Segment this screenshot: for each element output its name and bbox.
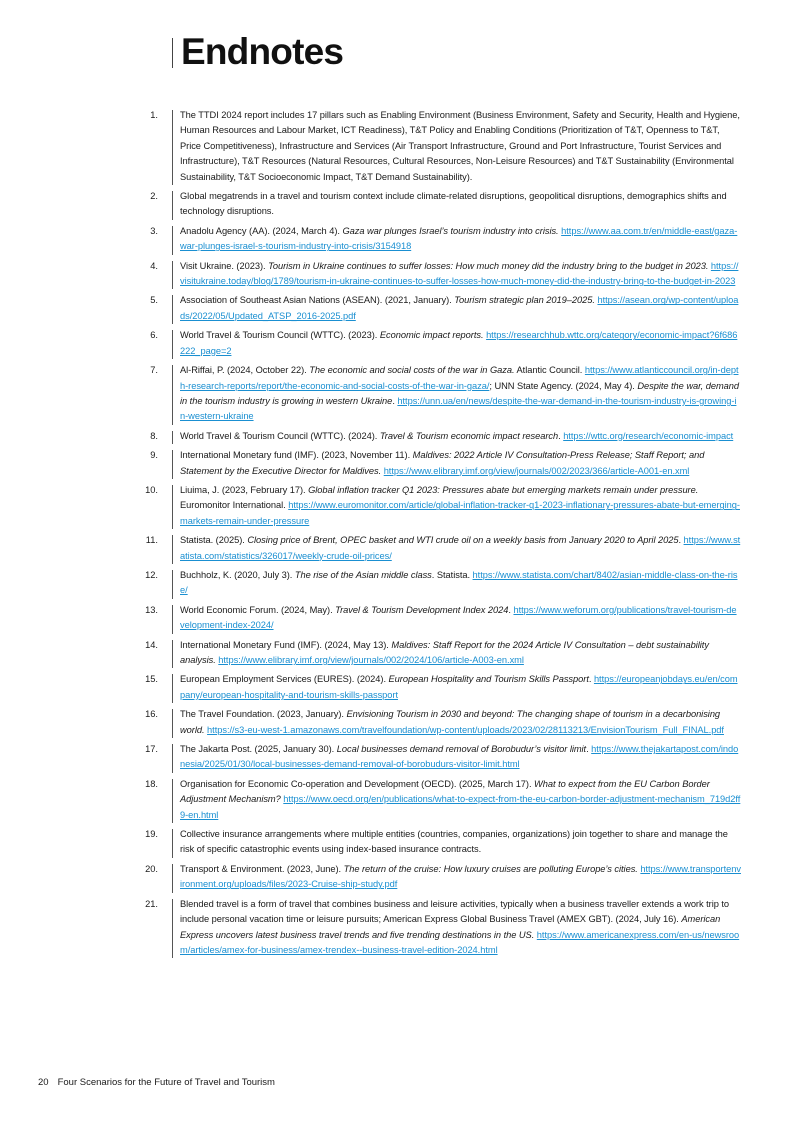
endnote-rule (172, 535, 173, 564)
endnote-citation-text: International Monetary fund (IMF). (2023, November 11). (180, 450, 413, 461)
endnote-link[interactable]: https://www.euromonitor.com/article/global-inflation-tracker-q1-2023-inflationary-pressures-abate-but-emerging-markets-remain-under-pressure (180, 500, 740, 526)
endnote-link[interactable]: https://www.americanexpress.com/en-us/newsroom/articles/amex-for-business/amex-trendex--business-travel-edition-2024.html (180, 929, 740, 955)
endnote-citation-text: Atlantic Council. (514, 365, 585, 376)
endnote-title: European Hospitality and Tourism Skills Passport (388, 674, 589, 685)
endnote-citation-text: Euromonitor International. (180, 500, 289, 511)
endnote-text (180, 862, 741, 893)
endnote-item (0, 672, 793, 703)
endnote-citation-text: World Economic Forum. (2024, May). (180, 604, 336, 615)
endnote-title: American Express uncovers latest business travel trends and five trending destinations in the US. (180, 914, 721, 940)
endnote-text (180, 707, 741, 738)
endnote-citation-text: . (586, 744, 592, 755)
endnote-rule (172, 744, 173, 773)
endnote-text (180, 672, 741, 703)
endnote-item (0, 259, 793, 290)
endnote-title: The rise of the Asian middle class (294, 569, 432, 580)
endnote-rule (172, 431, 173, 444)
endnote-link[interactable]: https://europeanjobdays.eu/en/company/european-hospitality-and-tourism-skills-passport (180, 674, 738, 700)
endnote-citation-text: . (392, 395, 398, 406)
endnote-citation-text: Transport & Environment. (2023, June). (180, 863, 344, 874)
endnote-number: 11. (145, 535, 158, 546)
endnote-title: Maldives: Staff Report for the 2024 Article IV Consultation – debt sustainability analysis. (180, 639, 709, 665)
endnote-rule (172, 450, 173, 479)
endnote-citation-text: Collective insurance arrangements where multiple entities (countries, companies, organizations) join together to share and manage the risk of specific catastrophic events using index-based insurance contracts. (180, 829, 728, 855)
endnote-item (0, 429, 793, 444)
endnote-rule (172, 191, 173, 220)
endnote-link[interactable]: https://www.aa.com.tr/en/middle-east/gaza-war-plunges-israel-s-tourism-industry-into-crisis/3154918 (180, 225, 738, 252)
endnote-item (0, 568, 793, 599)
endnote-number: 13. (145, 604, 158, 615)
endnote-item (0, 328, 793, 359)
endnote-rule (172, 365, 173, 425)
endnote-title: Travel & Tourism economic impact research (379, 430, 559, 441)
endnote-link[interactable]: https://www.statista.com/chart/8402/asian-middle-class-on-the-rise/ (180, 569, 738, 596)
endnote-number: 6. (150, 330, 158, 341)
endnote-item (0, 862, 793, 893)
endnote-citation-text: The Jakarta Post. (2025, January 30). (180, 744, 337, 755)
endnote-number: 16. (145, 709, 158, 720)
endnote-title: Global inflation tracker Q1 2023: Pressures abate but emerging markets remain under pressure. (308, 484, 699, 495)
endnote-citation-text: Buchholz, K. (2020, July 3). (180, 569, 295, 580)
endnote-citation-text: . Statista. (431, 569, 473, 580)
endnote-number: 15. (145, 674, 158, 685)
document-title: Four Scenarios for the Future of Travel and Tourism (57, 1077, 275, 1088)
endnote-citation-text: Statista. (2025). (180, 535, 248, 546)
endnote-item (0, 189, 793, 220)
endnote-link[interactable]: https://www.atlanticcouncil.org/in-depth-research-reports/report/the-economic-and-social-costs-of-the-war-in-gaza/ (180, 365, 739, 391)
endnote-number: 12. (145, 569, 158, 580)
endnote-rule (172, 640, 173, 669)
endnote-link[interactable]: https://www.oecd.org/en/publications/what-to-expect-from-the-eu-carbon-border-adjustment-mechanism_719d2ff9-en.html (180, 794, 741, 820)
endnote-title: Travel & Tourism Development Index 2024 (335, 604, 509, 615)
endnote-item (0, 603, 793, 634)
endnote-title: Maldives: 2022 Article IV Consultation-Press Release; Staff Report; and Statement by the Executive Director for Maldives. (180, 450, 705, 476)
endnote-item (0, 483, 793, 529)
endnote-number: 19. (145, 829, 158, 840)
endnote-item (0, 777, 793, 823)
endnote-citation-text: Global megatrends in a travel and tourism context include climate-related disruptions, geopolitical disruptions, demographics shifts and technology disruptions. (180, 191, 727, 217)
endnote-citation-text: European Employment Services (EURES). (2024). (180, 674, 389, 685)
endnote-text (180, 777, 741, 823)
endnote-number: 18. (145, 778, 158, 789)
endnote-number: 3. (150, 225, 158, 236)
endnote-item (0, 363, 793, 425)
endnote-rule (172, 709, 173, 738)
endnote-link[interactable]: https://s3-eu-west-1.amazonaws.com/travelfoundation/wp-content/uploads/2023/02/28113213/EnvisionTourism_Full_FINAL.pdf (207, 724, 724, 735)
endnote-number: 5. (150, 295, 158, 306)
endnote-citation-text: World Travel & Tourism Council (WTTC). (2023). (180, 330, 380, 341)
endnote-rule (172, 226, 173, 255)
endnote-item (0, 224, 793, 255)
endnote-rule (172, 605, 173, 634)
endnote-item (0, 448, 793, 479)
endnote-rule (172, 295, 173, 324)
endnote-rule (172, 110, 173, 185)
endnote-title: Economic impact reports. (379, 330, 484, 341)
endnote-rule (172, 485, 173, 529)
endnote-number: 10. (145, 484, 158, 495)
endnote-link[interactable]: https://wttc.org/research/economic-impact (563, 430, 734, 441)
endnote-title: Closing price of Brent, OPEC basket and WTI crude oil on a weekly basis from January 2020 to April 2025 (247, 535, 679, 546)
endnote-text (180, 189, 741, 220)
endnote-title: Local businesses demand removal of Borobudur’s visitor limit (336, 744, 587, 755)
endnote-rule (172, 330, 173, 359)
endnote-number: 20. (145, 863, 158, 874)
endnote-text (180, 638, 741, 669)
endnote-title: Tourism strategic plan 2019–2025. (454, 295, 595, 306)
endnote-title: What to expect from the EU Carbon Border Adjustment Mechanism? (180, 778, 710, 805)
endnote-link[interactable]: https://www.weforum.org/publications/travel-tourism-development-index-2024/ (180, 604, 737, 631)
endnote-citation-text: . (588, 674, 594, 685)
endnote-citation-text: Blended travel is a form of travel that combines business and leisure activities, typically when a business traveller extends a work trip to include personal vacation time or leisure pursuits; American Express Global Business Travel (AMEX GBT). (2024, July 16). (180, 898, 730, 925)
endnote-link[interactable]: https://www.elibrary.imf.org/view/journals/002/2023/366/article-A001-en.xml (383, 465, 690, 476)
endnote-title: The return of the cruise: How luxury cruises are polluting Europe’s cities. (343, 863, 638, 874)
page-footer (38, 1077, 275, 1088)
endnote-rule (172, 779, 173, 823)
endnote-number: 1. (150, 110, 158, 120)
endnote-item (0, 897, 793, 959)
endnote-text (180, 429, 741, 444)
endnote-citation-text: World Travel & Tourism Council (WTTC). (2024). (180, 430, 380, 441)
endnote-link[interactable]: https://www.thejakartapost.com/indonesia/2025/01/30/local-businesses-demand-removal-of-borobudurs-visitor-limit.html (180, 744, 739, 770)
endnote-item (0, 742, 793, 773)
endnote-text (180, 568, 741, 599)
endnote-text (180, 328, 741, 359)
endnote-item (0, 827, 793, 858)
endnote-text (180, 448, 741, 479)
endnote-number: 17. (145, 744, 158, 755)
endnote-citation-text: . (678, 535, 684, 546)
endnote-number: 4. (150, 260, 158, 271)
endnote-text (180, 483, 741, 529)
page-title: Endnotes (181, 31, 344, 72)
endnote-text (180, 897, 741, 959)
endnote-text (180, 259, 741, 290)
endnote-text (180, 827, 741, 858)
endnote-number: 21. (145, 898, 158, 909)
endnote-citation-text: Association of Southeast Asian Nations (ASEAN). (2021, January). (180, 295, 455, 306)
endnote-link[interactable]: https://www.elibrary.imf.org/view/journals/002/2024/106/article-A003-en.xml (218, 655, 524, 665)
title-rule (172, 38, 173, 68)
endnote-title: Despite the war, demand in the tourism industry is growing in western Ukraine (180, 380, 740, 406)
endnote-text (180, 293, 741, 324)
endnote-text (180, 224, 741, 255)
endnote-title: The economic and social costs of the war in Gaza. (309, 365, 515, 376)
endnote-rule (172, 899, 173, 959)
endnote-link[interactable]: https://www.statista.com/statistics/326017/weekly-crude-oil-prices/ (180, 535, 741, 561)
endnote-link[interactable]: https://asean.org/wp-content/uploads/2022/05/Updated_ATSP_2016-2025.pdf (180, 295, 739, 321)
endnote-item (0, 533, 793, 564)
endnote-text (180, 533, 741, 564)
endnote-title: Tourism in Ukraine continues to suffer losses: How much money did the industry bring to the budget in 2023. (268, 260, 709, 271)
endnote-citation-text: Al-Riffai, P. (2024, October 22). (180, 365, 310, 376)
endnote-citation-text: Organisation for Economic Co-operation and Development (OECD). (2025, March 17). (180, 778, 535, 789)
endnote-number: 9. (150, 450, 158, 461)
endnote-rule (172, 864, 173, 893)
endnote-rule (172, 674, 173, 703)
endnote-link[interactable]: https://www.transportenvironment.org/uploads/files/2023-Cruise-ship-study.pdf (180, 863, 741, 890)
endnote-number: 2. (150, 191, 158, 202)
endnote-number: 8. (150, 430, 158, 441)
endnote-citation-text: . (558, 430, 564, 441)
endnote-citation-text: Liuima, J. (2023, February 17). (180, 484, 309, 495)
endnotes-list (0, 108, 793, 962)
endnote-item (0, 638, 793, 669)
endnote-citation-text: Visit Ukraine. (2023). (180, 260, 269, 271)
endnote-item (0, 293, 793, 324)
endnote-number: 14. (145, 639, 158, 650)
endnote-item (0, 108, 793, 185)
endnote-title: Envisioning Tourism in 2030 and beyond: The changing shape of tourism in a decarbonising world. (180, 709, 721, 735)
endnote-rule (172, 829, 173, 858)
endnote-citation-text: The TTDI 2024 report includes 17 pillars such as Enabling Environment (Business Environment, Safety and Security, Health and Hygiene, Human Resources and Labour Market, ICT Readiness), T&T Policy and Enabling Conditions (Prioritization of T&T, Openness to T&T, Price Competitiveness), Infrastructure and Services (Air Transport Infrastructure, Ground and Port Infrastructure, Tourist Services and Infrastructure), T&T Resources (Natural Resources, Cultural Resources, Non-Leisure Resources) and T&T Sustainability (Environmental Sustainability, T&T Socioeconomic Impact, T&T Demand Sustainability). (180, 110, 740, 182)
endnote-text (180, 363, 741, 425)
endnote-text (180, 603, 741, 634)
endnote-link[interactable]: https://researchhub.wttc.org/category/economic-impact?6f686222_page=2 (180, 330, 738, 356)
endnote-citation-text: . (508, 604, 514, 615)
endnote-citation-text: International Monetary Fund (IMF). (2024, May 13). (180, 639, 392, 650)
endnote-number: 7. (150, 365, 158, 376)
endnote-item (0, 707, 793, 738)
endnote-text (180, 108, 741, 185)
endnote-rule (172, 570, 173, 599)
endnote-link[interactable]: https://visitukraine.today/blog/1789/tourism-in-ukraine-continues-to-suffer-losses-how-much-money-did-the-industry-bring-to-the-budget-in-2023 (180, 260, 739, 287)
endnote-rule (172, 261, 173, 290)
endnote-citation-text: ; UNN State Agency. (2024, May 4). (489, 380, 638, 391)
endnote-link[interactable]: https://unn.ua/en/news/despite-the-war-demand-in-the-tourism-industry-is-growing-in-western-ukraine (180, 395, 737, 422)
endnote-citation-text: The Travel Foundation. (2023, January). (180, 709, 347, 720)
endnote-title: Gaza war plunges Israel’s tourism industry into crisis. (342, 225, 559, 236)
page-number: 20 (38, 1077, 49, 1088)
endnote-text (180, 742, 741, 773)
endnote-citation-text: Anadolu Agency (AA). (2024, March 4). (180, 225, 343, 236)
